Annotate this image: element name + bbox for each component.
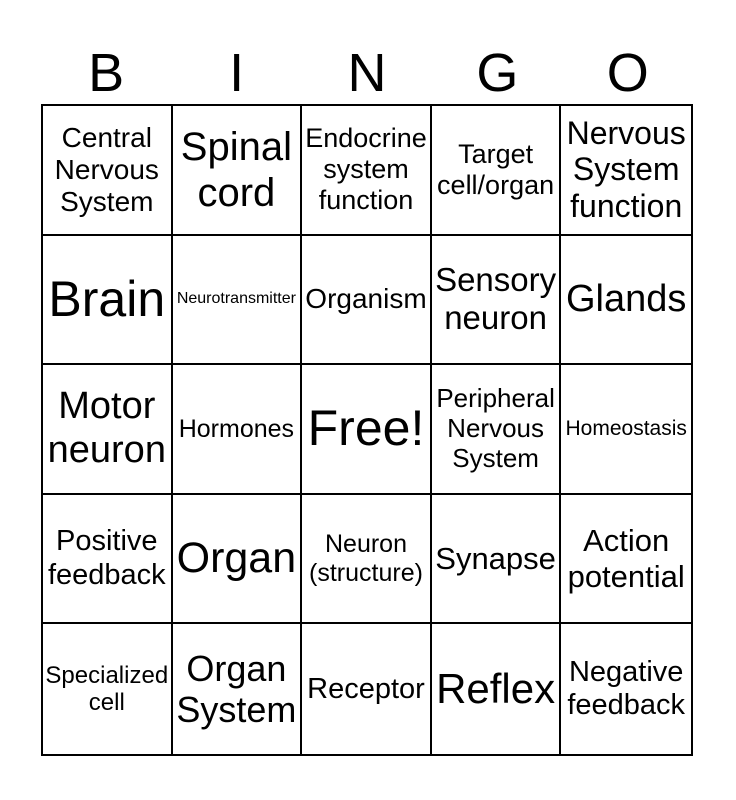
bingo-cell[interactable]: Homeostasis	[561, 365, 691, 495]
bingo-cell[interactable]: Synapse	[432, 495, 562, 625]
bingo-cell[interactable]: Reflex	[432, 624, 562, 754]
bingo-cell[interactable]: Endocrine system function	[302, 106, 432, 236]
bingo-cell[interactable]: Brain	[43, 236, 173, 366]
bingo-cell[interactable]: Organ	[173, 495, 303, 625]
bingo-header-letter-o: O	[606, 43, 649, 103]
bingo-header	[41, 0, 693, 104]
bingo-header-letter-i: I	[229, 43, 245, 103]
bingo-cell[interactable]: Motor neuron	[43, 365, 173, 495]
bingo-header-letter-g: G	[476, 43, 519, 103]
bingo-cell[interactable]: Neuron (structure)	[302, 495, 432, 625]
bingo-cell[interactable]: Target cell/organ	[432, 106, 562, 236]
bingo-cell[interactable]: Organ System	[173, 624, 303, 754]
bingo-cell[interactable]: Hormones	[173, 365, 303, 495]
bingo-cell-free[interactable]: Free!	[302, 365, 432, 495]
bingo-grid	[41, 104, 693, 756]
bingo-cell[interactable]: Action potential	[561, 495, 691, 625]
bingo-cell[interactable]: Organism	[302, 236, 432, 366]
bingo-header-letter-b: B	[88, 43, 125, 103]
bingo-cell[interactable]: Neurotransmitter	[173, 236, 303, 366]
bingo-cell[interactable]: Spinal cord	[173, 106, 303, 236]
bingo-cell[interactable]: Negative feedback	[567, 655, 686, 722]
bingo-cell[interactable]: Peripheral Nervous System	[432, 365, 562, 495]
bingo-cell[interactable]: Glands	[561, 236, 691, 366]
bingo-cell[interactable]: Sensory neuron	[432, 236, 562, 366]
bingo-cell[interactable]: Central Nervous System	[43, 106, 173, 236]
bingo-cell[interactable]: Nervous System function	[561, 106, 691, 236]
bingo-header-letter-n: N	[347, 43, 387, 103]
bingo-cell[interactable]: Receptor	[302, 624, 432, 754]
bingo-cell[interactable]: Specialized cell	[43, 624, 173, 754]
bingo-cell[interactable]: Positive feedback	[43, 495, 173, 625]
